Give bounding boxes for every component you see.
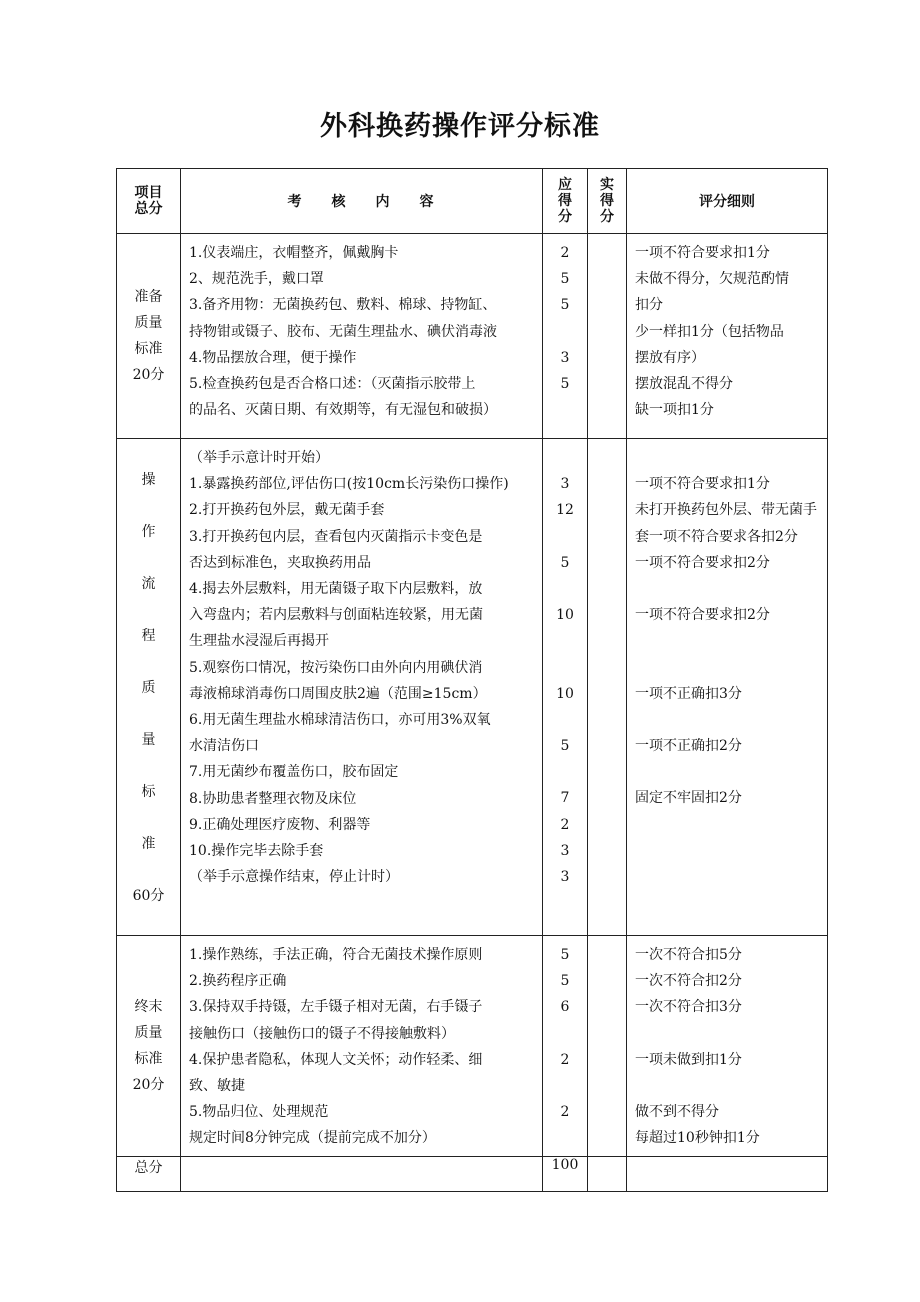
scoring-table [116,168,828,1192]
score-value: 10 [556,607,574,624]
total-rules-empty [627,1156,828,1191]
rule-line: 摆放有序） [635,349,705,366]
category-label: 标准 [134,1050,163,1067]
score-value [543,890,587,916]
content-line: 3.打开换药包内层，查看包内灭菌指示卡变色是 [189,528,483,545]
rule-line: 缺一项扣1分 [635,402,714,419]
content-line: 2.打开换药包外层，戴无菌手套 [189,502,385,519]
score-value: 3 [560,349,570,366]
category-label: 终末 [134,998,163,1015]
category-label: 量 [141,732,156,748]
section-content [181,439,543,936]
header-item-label: 项目 [134,185,163,201]
content-line: 的品名、灭菌日期、有效期等，有无湿包和破损） [189,402,497,419]
category-label: 标准 [134,341,163,357]
score-value: 2 [560,1104,570,1121]
category-label: 质 [141,680,156,696]
section-category [117,439,181,936]
score-value [543,576,587,602]
total-label: 总分 [117,1156,181,1191]
rule-line: 摆放混乱不得分 [635,375,733,392]
rule-line: 每超过10秒钟扣1分 [635,1130,760,1147]
category-label: 操 [141,472,156,488]
rule-line [635,890,823,916]
rule-line: 固定不牢固扣2分 [635,790,742,807]
score-value: 5 [560,375,570,392]
category-label: 准 [141,836,156,852]
content-line: 水清洁伤口 [189,738,259,755]
section-category [117,936,181,1157]
section-content [181,936,543,1157]
category-label: 准备 [134,289,163,305]
header-due-3: 分 [558,209,572,225]
category-label: 程 [141,628,156,644]
content-line: 持物钳或镊子、胶布、无菌生理盐水、碘伏消毒液 [189,323,497,340]
header-due-score [543,169,588,234]
section-category [117,234,181,439]
category-label: 标 [141,784,156,800]
content-line: 2.换药程序正确 [189,973,287,990]
score-value [543,628,587,654]
content-line: 5.检查换药包是否合格口述：（灭菌指示胶带上 [189,376,476,393]
header-row [117,169,828,234]
category-label: 20分 [132,1076,165,1093]
content-line: （举手示意操作结束，停止计时） [189,869,399,886]
rule-line: 未做不得分，欠规范酌情 [635,271,789,288]
content-line: 1.暴露换药部位,评估伤口(按10cm长污染伤口操作) [189,476,509,493]
content-line: 3.保持双手持镊，左手镊子相对无菌，右手镊子 [189,999,483,1016]
section-actual-score[interactable] [588,936,627,1157]
content-line: 2、规范洗手，戴口罩 [189,271,324,288]
rule-line: 一项不符合要求扣2分 [635,554,770,571]
score-value [543,707,587,733]
score-value: 7 [560,790,570,807]
rule-line: 未打开换药包外层、带无菌手 [635,502,817,519]
rule-line [635,812,823,838]
rule-line: 套一项不符合要求各扣2分 [635,528,798,545]
header-actual-1: 实 [600,177,614,193]
score-value: 5 [560,947,570,963]
score-value: 3 [560,842,570,859]
score-value [543,1125,587,1151]
rule-line: 一项不符合要求扣2分 [635,607,770,624]
content-line: 10.操作完毕去除手套 [189,843,324,860]
rule-line [635,445,823,471]
total-row [117,1156,828,1191]
section-rules [627,936,828,1157]
score-value: 5 [560,271,570,288]
score-value: 3 [560,476,570,493]
category-label: 60分 [132,888,165,904]
rule-line [635,759,823,785]
category-label: 20分 [132,367,165,383]
rule-line [635,707,823,733]
category-label: 质量 [134,315,163,331]
rule-line: 扣分 [635,297,663,314]
score-value [543,445,587,471]
section-actual-score[interactable] [588,234,627,439]
total-actual-score[interactable] [588,1156,627,1191]
content-line: 4.保护患者隐私，体现人文关怀；动作轻柔、细 [189,1051,483,1068]
category-label: 质量 [134,1024,163,1041]
score-value: 3 [560,869,570,885]
content-line: 7.用无菌纱布覆盖伤口，胶布固定 [189,764,399,781]
score-value [543,655,587,681]
rule-line [635,655,823,681]
rule-line [635,628,823,654]
header-content: 考核内容 [181,169,543,234]
score-value: 12 [556,502,574,519]
header-actual-2: 得 [600,193,614,209]
rule-line [635,1021,823,1047]
category-label: 流 [141,576,156,592]
header-due-2: 得 [558,193,572,209]
score-value: 10 [556,685,574,702]
section-row [117,936,828,1157]
score-value [543,319,587,345]
content-line: 1.仪表端庄，衣帽整齐，佩戴胸卡 [189,245,399,261]
score-value: 5 [560,973,570,990]
score-value: 5 [560,554,570,571]
score-value [543,1073,587,1099]
content-line: 致、敏捷 [189,1078,245,1095]
rule-line: 一项未做到扣1分 [635,1051,742,1068]
rule-line [635,1073,823,1099]
rule-line: 做不到不得分 [635,1104,719,1121]
content-line: 8.协助患者整理衣物及床位 [189,790,357,807]
score-value: 5 [560,297,570,314]
rule-line: 一项不符合要求扣1分 [635,476,770,493]
score-value: 2 [560,245,570,261]
content-line: 接触伤口（接触伤口的镊子不得接触敷料） [189,1025,455,1042]
section-due-score [543,439,588,936]
score-value: 2 [560,1051,570,1068]
rule-line [635,576,823,602]
score-value: 6 [560,999,570,1016]
content-line: 入弯盘内；若内层敷料与创面粘连较紧，用无菌 [189,607,483,624]
rule-line: 一次不符合扣3分 [635,999,742,1016]
content-line: 6.用无菌生理盐水棉球清洁伤口，亦可用3%双氧 [189,712,491,729]
section-content [181,234,543,439]
rule-line: 少一样扣1分（包括物品 [635,323,784,340]
score-value [543,759,587,785]
score-value: 2 [560,816,570,833]
content-line: 5.物品归位、处理规范 [189,1104,329,1121]
content-line: 4.物品摆放合理，便于操作 [189,349,357,366]
total-content-empty [181,1156,543,1191]
total-score: 100 [543,1156,588,1191]
rule-line: 一次不符合扣5分 [635,947,742,963]
header-actual-3: 分 [600,209,614,225]
score-value [543,524,587,550]
category-label: 作 [141,524,156,540]
section-row [117,439,828,936]
score-value: 5 [560,738,570,755]
section-rules [627,439,828,936]
content-line: 5.观察伤口情况，按污染伤口由外向内用碘伏消 [189,659,483,676]
score-value [543,1021,587,1047]
header-item-total [117,169,181,234]
section-due-score [543,234,588,439]
rule-line [635,864,823,890]
content-line: 规定时间8分钟完成（提前完成不加分） [189,1130,436,1147]
header-total-label: 总分 [134,201,163,217]
page-title: 外科换药操作评分标准 [320,111,600,142]
score-value [543,397,587,423]
content-line: 毒液棉球消毒伤口周围皮肤2遍（范围≥15cm） [189,685,487,702]
rule-line: 一次不符合扣2分 [635,973,742,990]
rule-line: 一项不正确扣3分 [635,685,742,702]
rule-line: 一项不正确扣2分 [635,738,742,755]
content-line: 生理盐水浸湿后再揭开 [189,633,329,650]
section-row [117,234,828,439]
section-due-score [543,936,588,1157]
header-rules: 评分细则 [627,169,828,234]
rule-line: 一项不符合要求扣1分 [635,245,770,261]
rule-line [635,838,823,864]
content-line: （举手示意计时开始） [189,450,329,466]
header-due-1: 应 [558,177,572,193]
content-line: 4.揭去外层敷料，用无菌镊子取下内层敷料，放 [189,581,483,598]
section-actual-score[interactable] [588,439,627,936]
header-actual-score [588,169,627,234]
content-line: 3.备齐用物：无菌换药包、敷料、棉球、持物缸、 [189,297,497,314]
section-rules [627,234,828,439]
content-line: 否达到标准色，夹取换药用品 [189,554,371,571]
content-line: 9.正确处理医疗废物、利器等 [189,816,371,833]
content-line: 1.操作熟练，手法正确，符合无菌技术操作原则 [189,947,483,963]
